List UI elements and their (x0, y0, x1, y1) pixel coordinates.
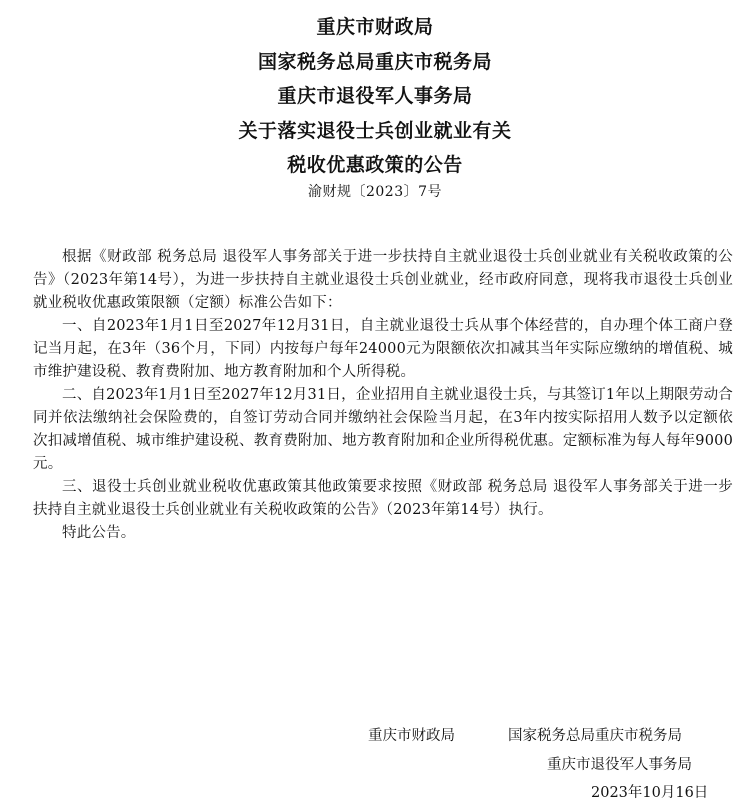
document-header (0, 10, 750, 183)
document-title-line-2: 税收优惠政策的公告 (287, 154, 463, 176)
document-number: 渝财规〔2023〕7号 (307, 184, 443, 200)
signature-issuer-2: 国家税务总局重庆市税务局 (508, 728, 682, 744)
issuer-line-2: 国家税务总局重庆市税务局 (257, 50, 492, 73)
document-body (33, 246, 733, 545)
signature-issuer-3: 重庆市退役军人事务局 (547, 757, 692, 773)
signature-issuer-1: 重庆市财政局 (368, 728, 455, 744)
paragraph-closing: 特此公告。 (62, 525, 136, 541)
paragraph-intro: 根据《财政部 税务总局 退役军人事务部关于进一步扶持自主就业退役士兵创业就业有关税收政策的公告》（2023年第14号），为进一步扶持自主就业退役士兵创业就业，经市政府同意，现将我市退役士兵创业就业税收优惠政策限额（定额）标准公告如下： (33, 249, 733, 311)
document-title-line-1: 关于落实退役士兵创业就业有关 (238, 119, 512, 142)
paragraph-item-3: 三、退役士兵创业就业税收优惠政策其他政策要求按照《财政部 税务总局 退役军人事务部关于进一步扶持自主就业退役士兵创业就业有关税收政策的公告》（2023年第14号）执行。 (33, 479, 733, 518)
issuer-line-1: 重庆市财政局 (316, 16, 434, 38)
paragraph-item-1: 一、自2023年1月1日至2027年12月31日，自主就业退役士兵从事个体经营的，自办理个体工商户登记当月起，在3年（36个月，下同）内按每户每年24000元为限额依次扣减其当年实际应缴纳的增值税、城市维护建设税、教育费附加、地方教育附加和个人所得税。 (33, 318, 733, 380)
signature-date: 2023年10月16日 (591, 785, 709, 801)
issuer-line-3: 重庆市退役军人事务局 (277, 85, 473, 107)
paragraph-item-2: 二、自2023年1月1日至2027年12月31日，企业招用自主就业退役士兵，与其签订1年以上期限劳动合同并依法缴纳社会保险费的，自签订劳动合同并缴纳社会保险当月起，在3年内按实际招用人数予以定额依次扣减增值税、城市维护建设税、教育费附加、地方教育附加和企业所得税优惠。定额标准为每人每年9000元。 (33, 387, 733, 472)
